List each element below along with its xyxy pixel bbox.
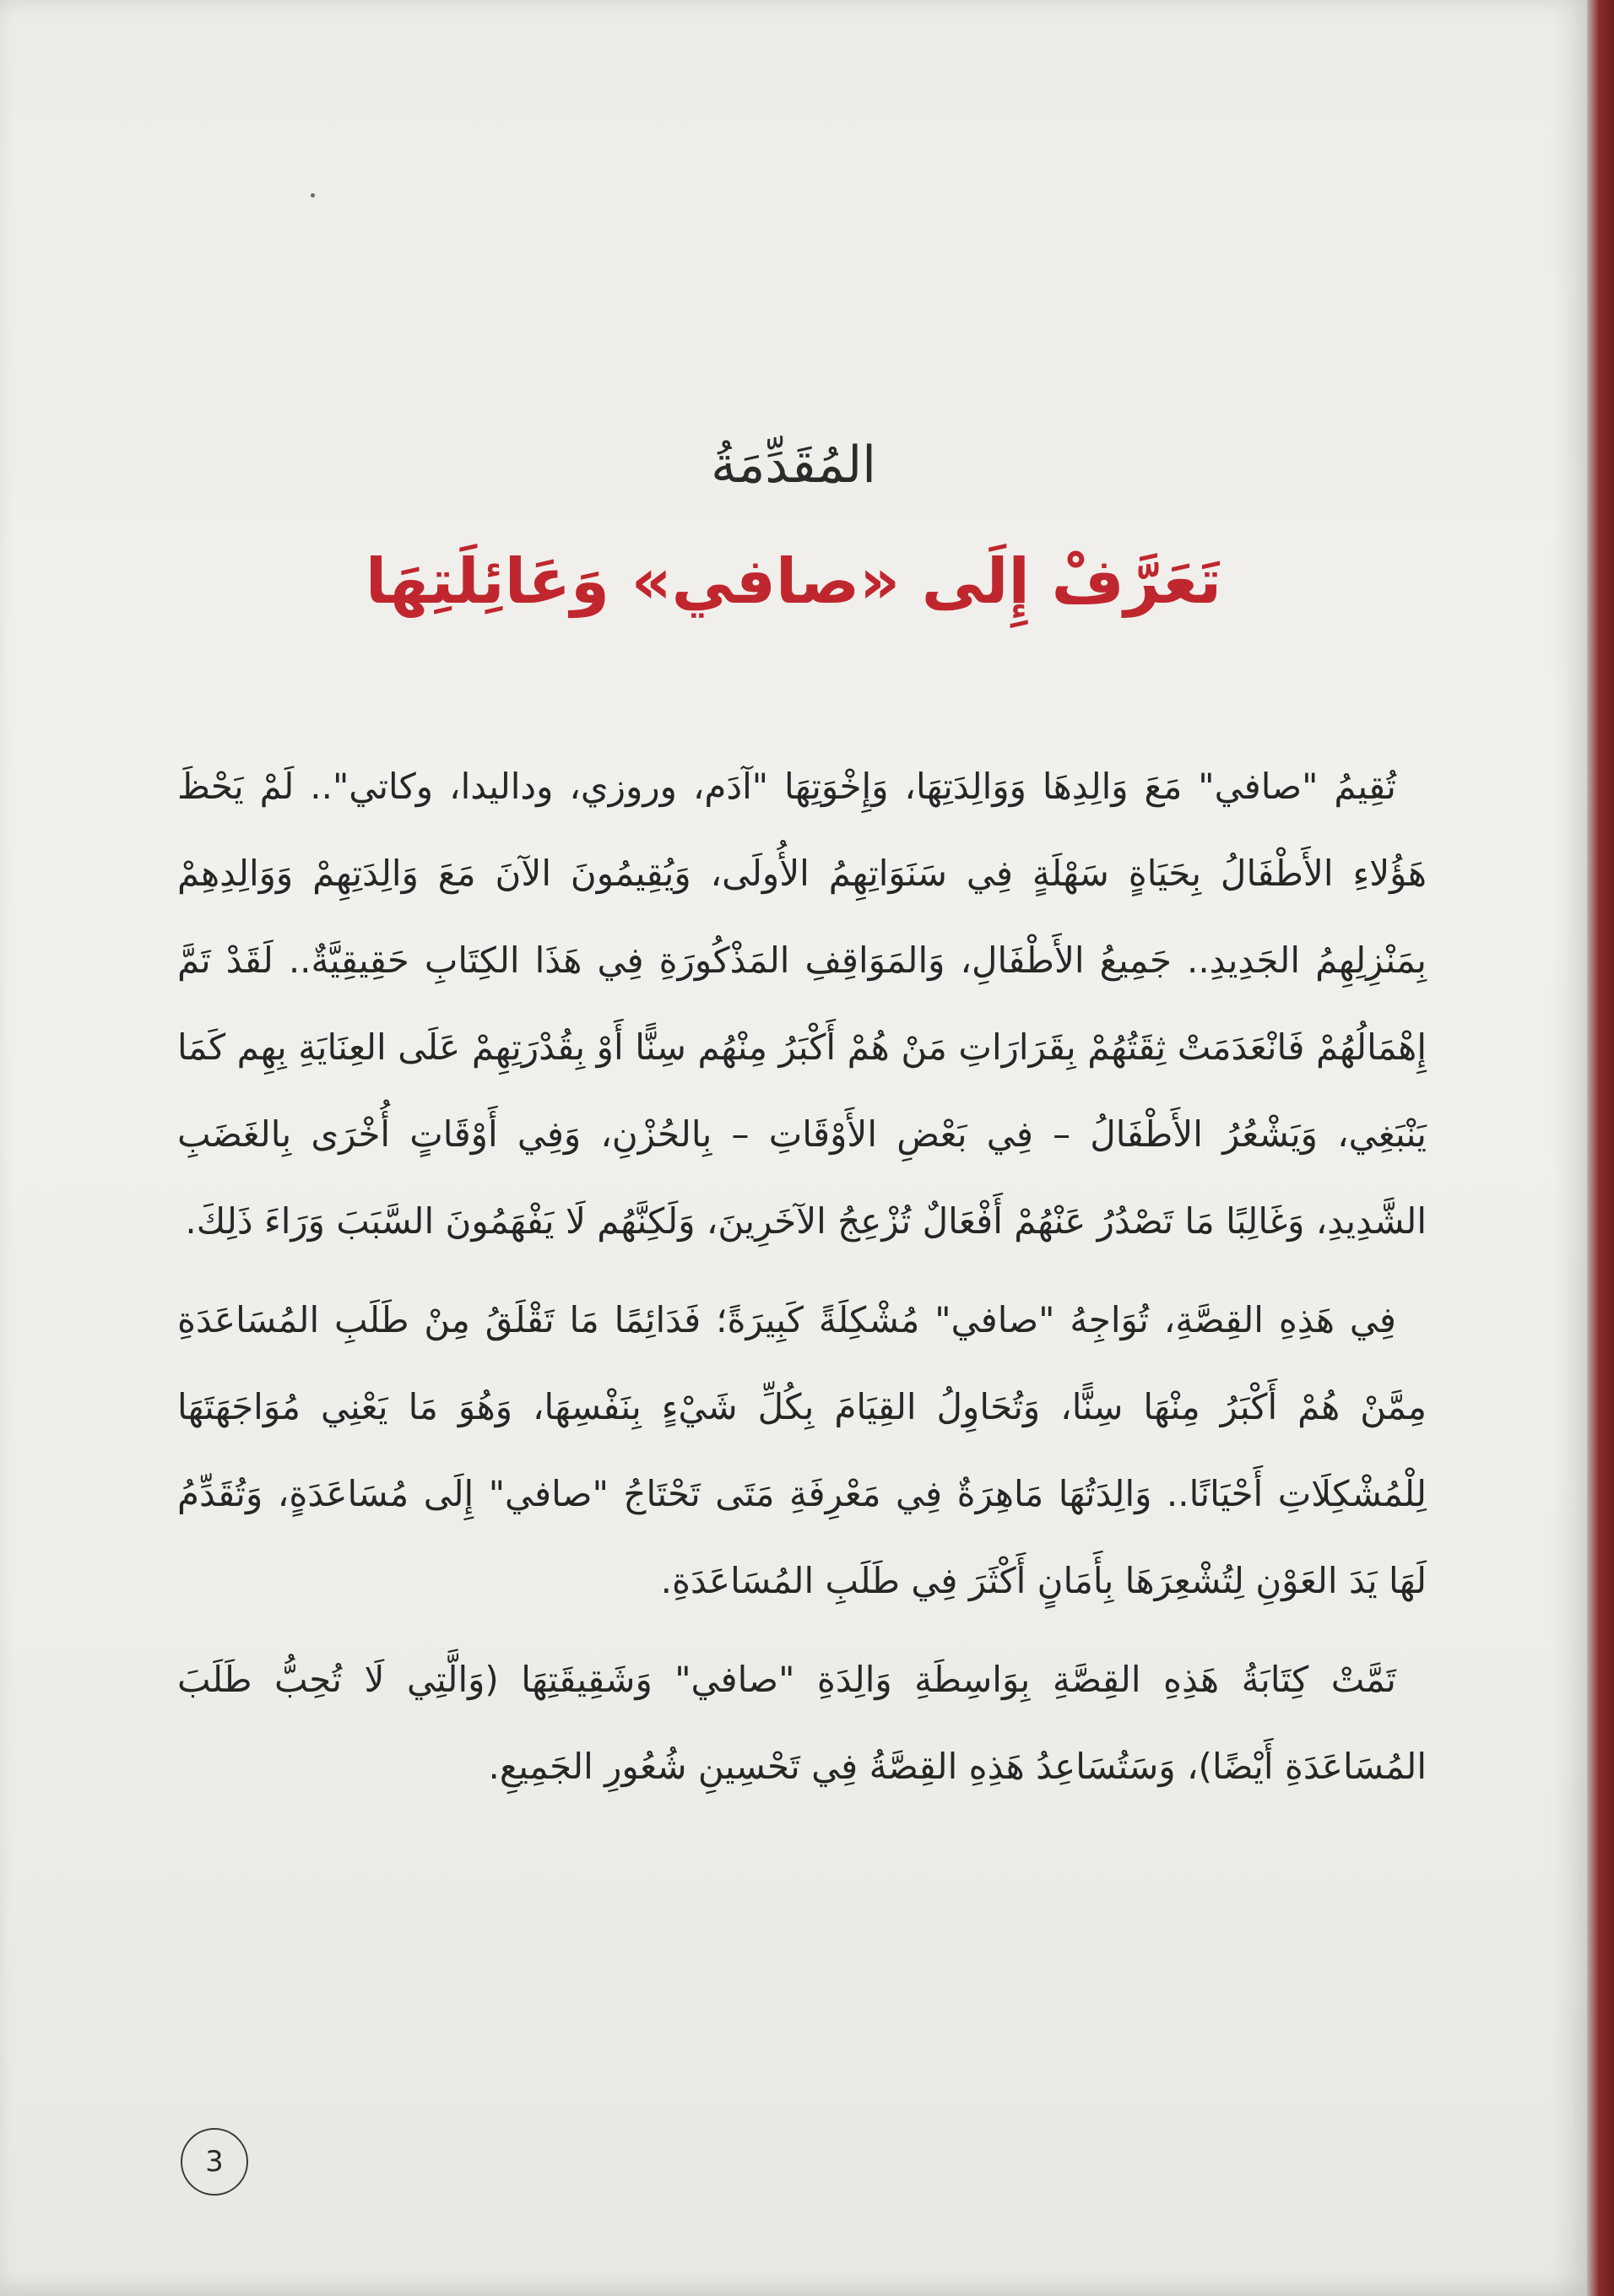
book-edge	[1587, 0, 1614, 2296]
page-number: 3	[181, 2128, 248, 2196]
paper-speck	[311, 193, 315, 198]
paragraph-3: تَمَّتْ كِتَابَةُ هَذِهِ القِصَّةِ بِوَاسِطَةِ وَالِدَةِ "صافي" وَشَقِيقَتِهَا (وَالَّتِي لَا تُحِبُّ طَلَبَ المُسَاعَدَةِ أَيْضًا)، وَسَتُسَاعِدُ هَذِهِ القِصَّةُ فِي تَحْسِينِ شُعُورِ الجَمِيعِ.	[177, 1659, 1427, 1787]
body-text	[177, 743, 1427, 1822]
paragraph-1: تُقِيمُ "صافي" مَعَ وَالِدِهَا وَوَالِدَتِهَا، وَإِخْوَتِهَا "آدَم، وروزي، وداليدا، وكاتي".. لَمْ يَحْظَ هَؤُلاءِ الأَطْفَالُ بِحَيَاةٍ سَهْلَةٍ فِي سَنَوَاتِهِمُ الأُولَى، وَيُقِيمُونَ الآنَ مَعَ وَالِدَتِهِمْ وَوَالِدِهِمْ بِمَنْزِلِهِمُ الجَدِيدِ.. جَمِيعُ الأَطْفَالِ، وَالمَوَاقِفِ المَذْكُورَةِ فِي هَذَا الكِتَابِ حَقِيقِيَّةٌ.. لَقَدْ تَمَّ إِهْمَالُهُمْ فَانْعَدَمَتْ ثِقَتُهُمْ بِقَرَارَاتِ مَنْ هُمْ أَكْبَرُ مِنْهُم سِنًّا أَوْ بِقُدْرَتِهِمْ عَلَى العِنَايَةِ بِهِم كَمَا يَنْبَغِي، وَيَشْعُرُ الأَطْفَالُ – فِي بَعْضِ الأَوْقَاتِ – بِالحُزْنِ، وَفِي أَوْقَاتٍ أُخْرَى بِالغَضَبِ الشَّدِيدِ، وَغَالِبًا مَا تَصْدُرُ عَنْهُمْ أَفْعَالٌ تُزْعِجُ الآخَرِينَ، وَلَكِنَّهُم لَا يَفْهَمُونَ السَّبَبَ وَرَاءَ ذَلِكَ.	[177, 766, 1427, 1242]
chapter-headline: تَعَرَّفْ إِلَى «صافي» وَعَائِلَتِهَا	[365, 545, 1222, 618]
section-label: المُقَدِّمَةُ	[711, 436, 876, 495]
paragraph-2: فِي هَذِهِ القِصَّةِ، تُوَاجِهُ "صافي" مُشْكِلَةً كَبِيرَةً؛ فَدَائِمًا مَا تَقْلَقُ مِنْ طَلَبِ المُسَاعَدَةِ مِمَّنْ هُمْ أَكْبَرُ مِنْهَا سِنًّا، وَتُحَاوِلُ القِيَامَ بِكُلِّ شَيْءٍ بِنَفْسِهَا، وَهُوَ مَا يَعْنِي مُوَاجَهَتَهَا لِلْمُشْكِلَاتِ أَحْيَانًا.. وَالِدَتُهَا مَاهِرَةٌ فِي مَعْرِفَةِ مَتَى تَحْتَاجُ "صافي" إِلَى مُسَاعَدَةٍ، وَتُقَدِّمُ لَهَا يَدَ العَوْنِ لِتُشْعِرَهَا بِأَمَانٍ أَكْثَرَ فِي طَلَبِ المُسَاعَدَةِ.	[177, 1299, 1427, 1601]
